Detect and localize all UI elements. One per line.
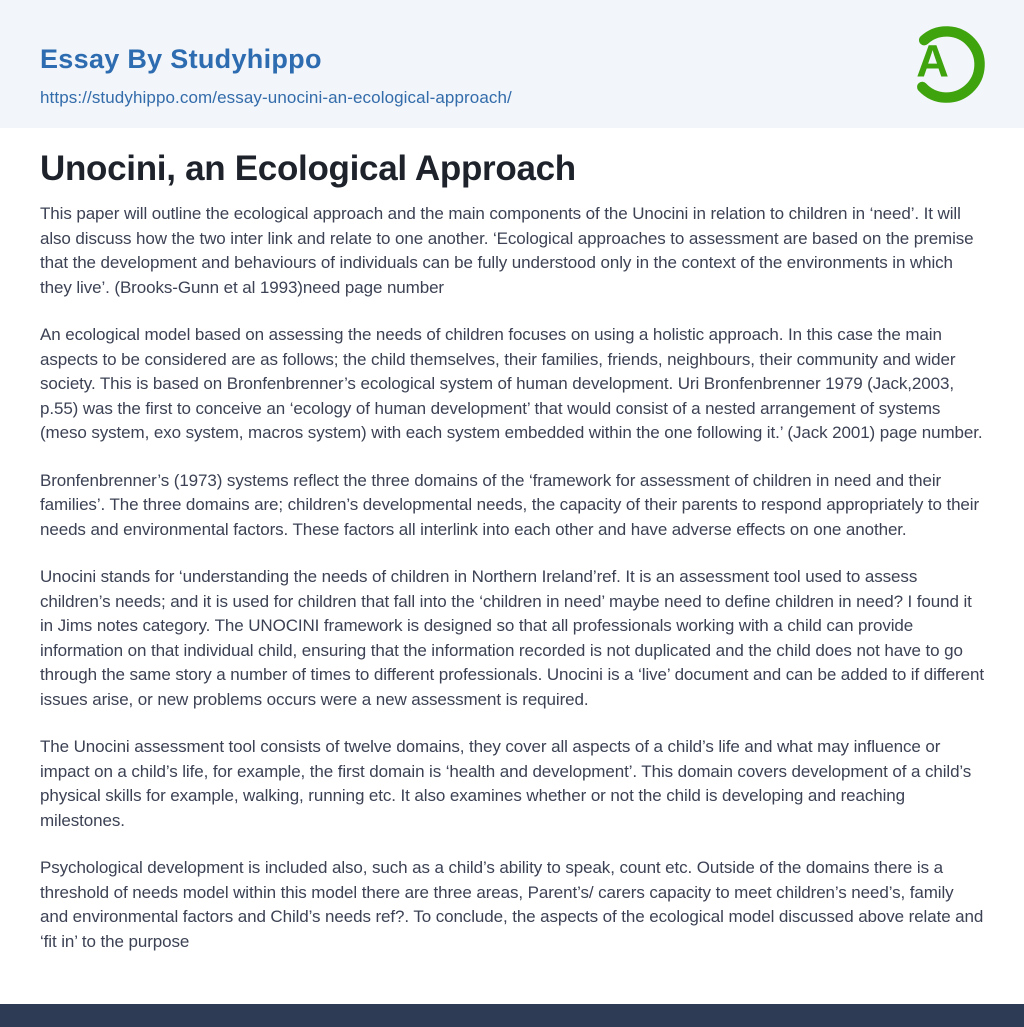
essay-url-link[interactable]: https://studyhippo.com/essay-unocini-an-ecological-approach/ [40, 88, 512, 107]
footer-bar [0, 1004, 1024, 1027]
essay-paragraph: This paper will outline the ecological approach and the main components of the Unocini in relation to children in ‘need’. It will also discuss how the two inter link and relate to one another. ‘Ecological approaches to assessment are based on the premise that the development and behaviours of individuals can be fully understood only in the context of the environments in which they live’. (Brooks-Gunn et al 1993)need page number [40, 204, 974, 297]
logo-letter: A [916, 35, 949, 87]
studyhippo-logo-icon [903, 21, 990, 108]
essay-title: Unocini, an Ecological Approach [40, 149, 576, 188]
essay-paragraph: Psychological development is included also, such as a child’s ability to speak, count etc. Outside of the domains there is a threshold of needs model within this model there are three areas, Parent’s/ carers capacity to meet children’s need’s, family and environmental factors and Child’s needs ref?. To conclude, the aspects of the ecological model discussed above relate and ‘fit in’ to the purpose [40, 858, 984, 951]
essay-body [40, 202, 984, 954]
essay-paragraph: Bronfenbrenner’s (1973) systems reflect the three domains of the ‘framework for assessment of children in need and their families’. The three domains are; children’s developmental needs, the capacity of their parents to respond appropriately to their needs and environmental factors. These factors all interlink into each other and have adverse effects on one another. [40, 470, 980, 539]
essay-paragraph: An ecological model based on assessing the needs of children focuses on using a holistic approach. In this case the main aspects to be considered are as follows; the child themselves, their families, friends, neighbours, their community and wider society. This is based on Bronfenbrenner’s ecological system of human development. Uri Bronfenbrenner 1979 (Jack,2003, p.55) was the first to conceive an ‘ecology of human development’ that would consist of a nested arrangement of systems (meso system, exo system, macros system) with each system embedded within the one following it.’ (Jack 2001) page number. [40, 325, 983, 442]
essay-paragraph: Unocini stands for ‘understanding the needs of children in Northern Ireland’ref. It is an assessment tool used to assess children’s needs; and it is used for children that fall into the ‘children in need’ maybe need to define children in need? I found it in Jims notes category. The UNOCINI framework is designed so that all professionals working with a child can provide information on that individual child, ensuring that the information recorded is not duplicated and the child does not have to go through the same story a number of times to different professionals. Unocini is a ‘live’ document and can be added to if different issues arise, or new problems occurs were a new assessment is required. [40, 567, 984, 709]
page-header [0, 0, 1024, 128]
site-title: Essay By Studyhippo [40, 44, 322, 74]
essay-paragraph: The Unocini assessment tool consists of twelve domains, they cover all aspects of a child’s life and what may influence or impact on a child’s life, for example, the first domain is ‘health and development’. This domain covers development of a child’s physical skills for example, walking, running etc. It also examines whether or not the child is developing and reaching milestones. [40, 737, 972, 830]
essay-content [0, 128, 1024, 954]
